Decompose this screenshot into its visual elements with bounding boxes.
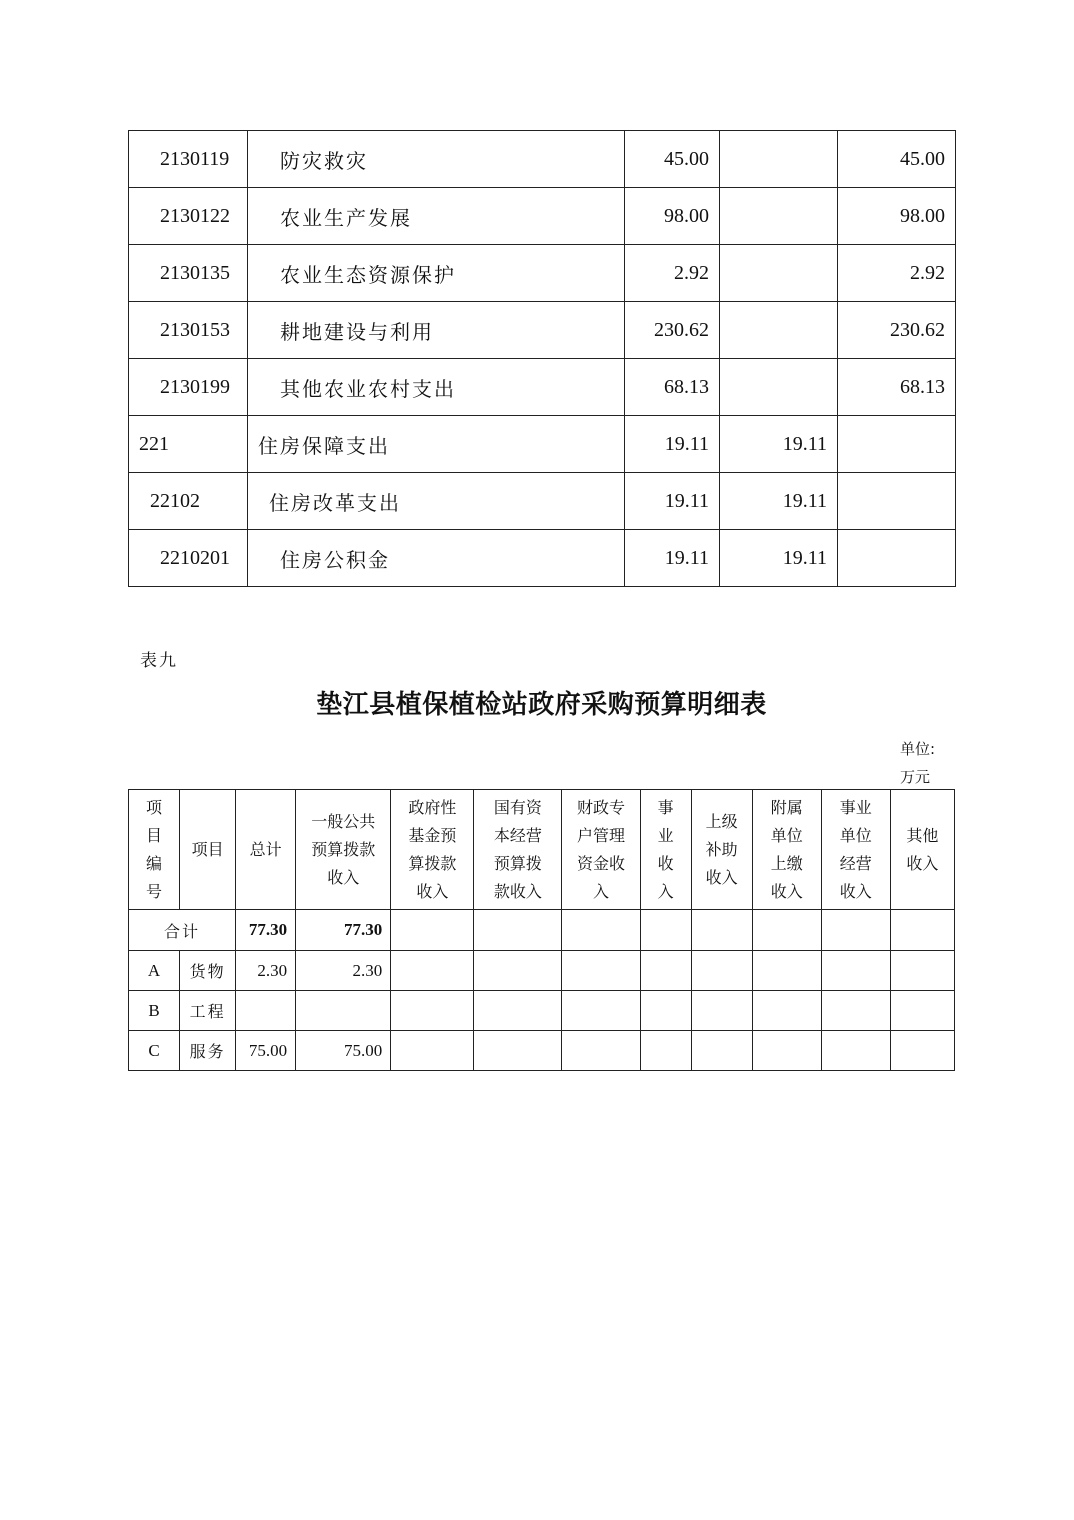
subject-name: 耕地建设与利用 [248,302,625,359]
total-value: 19.11 [625,473,720,530]
col-header-business-income: 事 业 收 入 [640,790,691,910]
project-value [838,473,956,530]
unit-value: 万元 [900,768,931,786]
table-row [129,530,956,587]
project-value: 68.13 [838,359,956,416]
subject-code: 22102 [129,473,248,530]
total-value: 19.11 [625,416,720,473]
project-value [838,416,956,473]
row-code: A [129,951,180,991]
table-row [129,951,955,991]
total-label: 合计 [129,910,236,951]
procurement-budget-table [128,789,955,1071]
general-budget-value: 77.30 [296,910,391,951]
table-row [129,473,956,530]
basic-value: 19.11 [720,530,838,587]
general-budget-value: 2.30 [296,951,391,991]
row-code: B [129,991,180,1031]
subject-code: 2130199 [129,359,248,416]
project-value: 98.00 [838,188,956,245]
basic-value [720,359,838,416]
total-value: 98.00 [625,188,720,245]
subject-name: 农业生产发展 [248,188,625,245]
total-value: 230.62 [625,302,720,359]
project-value: 230.62 [838,302,956,359]
table-row [129,188,956,245]
col-header-state-capital: 国有资 本经营 预算拨 款收入 [474,790,562,910]
basic-value [720,302,838,359]
total-value: 19.11 [625,530,720,587]
subject-name: 住房公积金 [248,530,625,587]
basic-value [720,131,838,188]
project-value: 2.92 [838,245,956,302]
col-header-item: 项目 [180,790,236,910]
subject-code: 2130122 [129,188,248,245]
basic-value [720,188,838,245]
project-value [838,530,956,587]
col-header-gov-fund: 政府性 基金预 算拨款 收入 [391,790,474,910]
col-header-operating-income: 事业 单位 经营 收入 [821,790,890,910]
col-header-special-account: 财政专 户管理 资金收 入 [562,790,640,910]
table-row [129,991,955,1031]
row-item: 工程 [180,991,236,1031]
col-header-affiliate-remit: 附属 单位 上缴 收入 [752,790,821,910]
total-value: 2.30 [236,951,296,991]
page-title: 垫江县植保植检站政府采购预算明细表 [316,690,767,719]
subject-name: 农业生态资源保护 [248,245,625,302]
col-header-other-income: 其他 收入 [890,790,954,910]
unit-label: 单位: [900,740,936,758]
total-value: 2.92 [625,245,720,302]
subject-code: 2130135 [129,245,248,302]
total-value [236,991,296,1031]
subject-name: 其他农业农村支出 [248,359,625,416]
total-row [129,910,955,951]
col-header-total: 总计 [236,790,296,910]
table-row [129,302,956,359]
subject-name: 防灾救灾 [248,131,625,188]
basic-value: 19.11 [720,416,838,473]
basic-value: 19.11 [720,473,838,530]
subject-name: 住房改革支出 [248,473,625,530]
row-item: 服务 [180,1031,236,1071]
total-value: 45.00 [625,131,720,188]
general-budget-value: 75.00 [296,1031,391,1071]
table-row [129,1031,955,1071]
table-row [129,131,956,188]
budget-expenditure-table [128,130,956,587]
basic-value [720,245,838,302]
col-header-code: 项 目 编 号 [129,790,180,910]
table-row [129,359,956,416]
total-value: 75.00 [236,1031,296,1071]
row-item: 货物 [180,951,236,991]
table-row [129,245,956,302]
subject-name: 住房保障支出 [248,416,625,473]
col-header-general-budget: 一般公共 预算拨款 收入 [296,790,391,910]
row-code: C [129,1031,180,1071]
table-row [129,416,956,473]
general-budget-value [296,991,391,1031]
subject-code: 2130119 [129,131,248,188]
project-value: 45.00 [838,131,956,188]
total-value: 68.13 [625,359,720,416]
header-row [129,790,955,910]
table-number-label: 表九 [140,651,178,670]
subject-code: 221 [129,416,248,473]
total-value: 77.30 [236,910,296,951]
subject-code: 2210201 [129,530,248,587]
col-header-superior-subsidy: 上级 补助 收入 [691,790,752,910]
subject-code: 2130153 [129,302,248,359]
